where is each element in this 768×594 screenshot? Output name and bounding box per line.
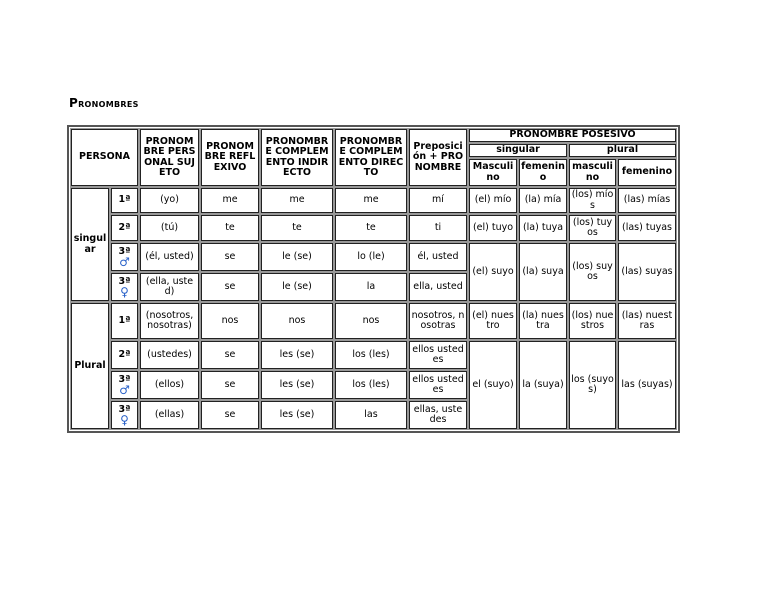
person-cell: 2ª	[111, 341, 138, 369]
reflexivo-cell: nos	[201, 303, 259, 339]
pos-m-pl-cell: (los) míos	[569, 188, 616, 213]
group-plural: Plural	[71, 303, 109, 429]
group-singular: singular	[71, 188, 109, 301]
sujeto-cell: (ellas)	[140, 401, 199, 429]
header-masculino-pl: masculino	[569, 159, 616, 186]
reflexivo-cell: me	[201, 188, 259, 213]
preposicion-cell: mí	[409, 188, 467, 213]
table-row	[71, 303, 676, 339]
table-row	[71, 188, 676, 213]
pos-f-sg-cell: (la) tuya	[519, 215, 567, 241]
sujeto-cell: (ustedes)	[140, 341, 199, 369]
person-cell: 1ª	[111, 188, 138, 213]
sujeto-cell: (nosotros, nosotras)	[140, 303, 199, 339]
reflexivo-cell: se	[201, 401, 259, 429]
pos-m-sg-cell: (el) suyo	[469, 243, 517, 301]
header-femenino-sg: femenino	[519, 159, 567, 186]
sujeto-cell: (ella, usted)	[140, 273, 199, 301]
person-cell: 1ª	[111, 303, 138, 339]
preposicion-cell: ellas, ustedes	[409, 401, 467, 429]
header-complemento-indirecto: PRONOMBRE COMPLEMENTO INDIRECTO	[261, 129, 333, 186]
pos-f-pl-cell: (las) tuyas	[618, 215, 676, 241]
pos-f-sg-cell: (la) suya	[519, 243, 567, 301]
directo-cell: los (les)	[335, 371, 407, 399]
pos-f-pl-cell: (las) suyas	[618, 243, 676, 301]
pronouns-table	[67, 125, 680, 433]
header-masculino-sg: Masculino	[469, 159, 517, 186]
directo-cell: las	[335, 401, 407, 429]
person-cell	[111, 401, 138, 429]
pos-f-sg-cell: (la) nuestra	[519, 303, 567, 339]
preposicion-cell: nosotros, nosotras	[409, 303, 467, 339]
pos-m-pl-cell: los (suyos)	[569, 341, 616, 429]
male-icon: ♂	[119, 383, 130, 397]
indirecto-cell: le (se)	[261, 273, 333, 301]
header-persona: PERSONA	[71, 129, 138, 186]
indirecto-cell: nos	[261, 303, 333, 339]
sujeto-cell: (ellos)	[140, 371, 199, 399]
directo-cell: me	[335, 188, 407, 213]
male-icon: ♂	[119, 255, 130, 269]
table-row	[71, 243, 676, 271]
directo-cell: lo (le)	[335, 243, 407, 271]
person-cell	[111, 243, 138, 271]
reflexivo-cell: se	[201, 243, 259, 271]
indirecto-cell: me	[261, 188, 333, 213]
reflexivo-cell: se	[201, 341, 259, 369]
table-row	[71, 215, 676, 241]
pos-f-sg-cell: (la) mía	[519, 188, 567, 213]
preposicion-cell: ellos ustedes	[409, 371, 467, 399]
pos-m-pl-cell: (los) suyos	[569, 243, 616, 301]
table-row	[71, 341, 676, 369]
person-cell	[111, 371, 138, 399]
pos-f-sg-cell: la (suya)	[519, 341, 567, 429]
indirecto-cell: le (se)	[261, 243, 333, 271]
person-ordinal: 3ª	[118, 373, 131, 385]
indirecto-cell: les (se)	[261, 341, 333, 369]
page-title: Pronombres	[69, 96, 139, 110]
header-pos-plural: plural	[569, 144, 676, 157]
sujeto-cell: (él, usted)	[140, 243, 199, 271]
pos-f-pl-cell: las (suyas)	[618, 341, 676, 429]
header-personal-sujeto: PRONOMBRE PERSONAL SUJETO	[140, 129, 199, 186]
person-cell: 2ª	[111, 215, 138, 241]
preposicion-cell: él, usted	[409, 243, 467, 271]
indirecto-cell: les (se)	[261, 371, 333, 399]
indirecto-cell: te	[261, 215, 333, 241]
directo-cell: nos	[335, 303, 407, 339]
header-posesivo: PRONOMBRE POSESIVO	[469, 129, 676, 142]
sujeto-cell: (yo)	[140, 188, 199, 213]
pos-m-sg-cell: (el) nuestro	[469, 303, 517, 339]
reflexivo-cell: se	[201, 371, 259, 399]
header-femenino-pl: femenino	[618, 159, 676, 186]
preposicion-cell: ellos ustedes	[409, 341, 467, 369]
preposicion-cell: ti	[409, 215, 467, 241]
header-complemento-directo: PRONOMBRE COMPLEMENTO DIRECTO	[335, 129, 407, 186]
person-cell	[111, 273, 138, 301]
header-reflexivo: PRONOMBRE REFLEXIVO	[201, 129, 259, 186]
indirecto-cell: les (se)	[261, 401, 333, 429]
pos-m-pl-cell: (los) nuestros	[569, 303, 616, 339]
person-ordinal: 3ª	[118, 403, 131, 415]
pos-m-sg-cell: el (suyo)	[469, 341, 517, 429]
header-pos-singular: singular	[469, 144, 567, 157]
pos-f-pl-cell: (las) nuestras	[618, 303, 676, 339]
person-ordinal: 3ª	[118, 245, 131, 257]
pos-m-sg-cell: (el) tuyo	[469, 215, 517, 241]
person-ordinal: 3ª	[118, 275, 131, 287]
female-icon: ♀	[120, 285, 129, 299]
reflexivo-cell: se	[201, 273, 259, 301]
header-preposicion: Preposición + PRONOMBRE	[409, 129, 467, 186]
directo-cell: los (les)	[335, 341, 407, 369]
preposicion-cell: ella, usted	[409, 273, 467, 301]
directo-cell: te	[335, 215, 407, 241]
pos-f-pl-cell: (las) mías	[618, 188, 676, 213]
sujeto-cell: (tú)	[140, 215, 199, 241]
directo-cell: la	[335, 273, 407, 301]
pos-m-sg-cell: (el) mío	[469, 188, 517, 213]
pos-m-pl-cell: (los) tuyos	[569, 215, 616, 241]
reflexivo-cell: te	[201, 215, 259, 241]
female-icon: ♀	[120, 413, 129, 427]
